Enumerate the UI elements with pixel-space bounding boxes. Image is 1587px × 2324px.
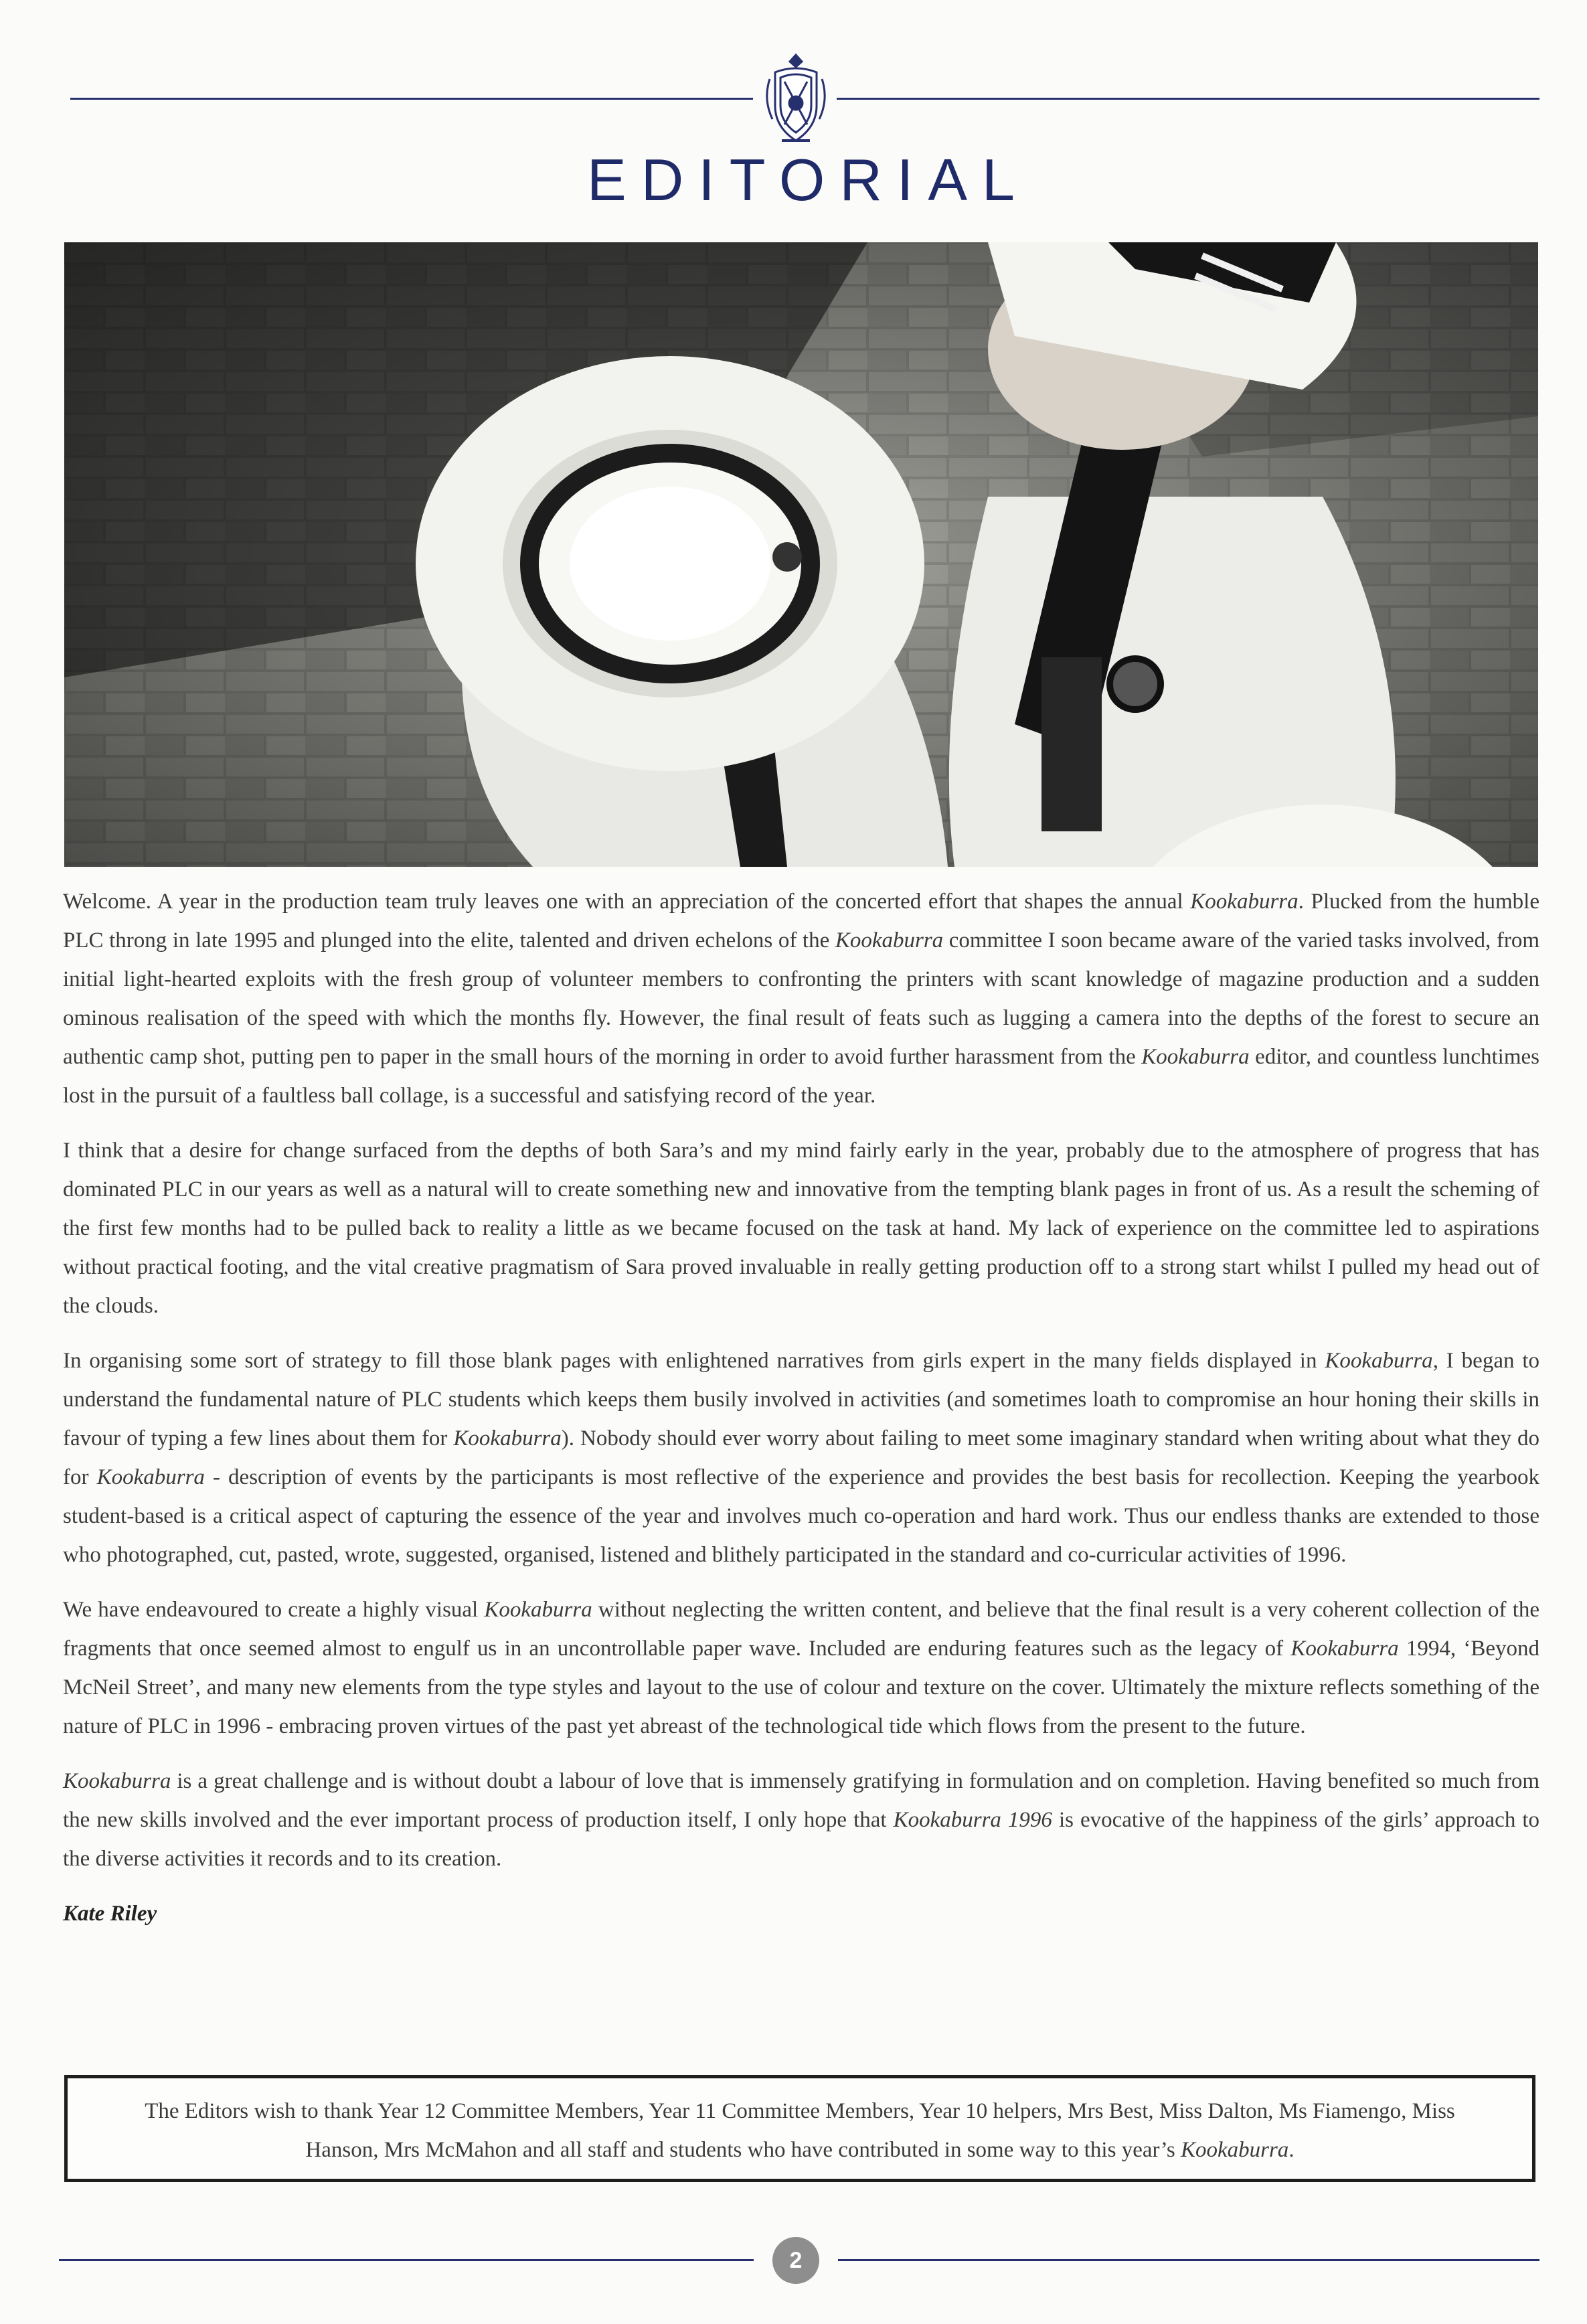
header-rule-left <box>70 98 753 100</box>
author-signature: Kate Riley <box>63 1902 157 1926</box>
photo-two-students-boater-hats <box>64 242 1538 867</box>
editorial-article <box>63 882 1539 1949</box>
paragraph-challenge: Kookaburra is a great challenge and is without doubt a labour of love that is immensely gratifying in formulation and on completion. Having benefited so much from the new skills involved and the ever important process of production itself, I only hope that Kookaburra 1996 is evocative of the happiness of the girls’ approach to the diverse activities it records and to its creation. <box>63 1769 1540 1871</box>
acknowledgements-box: The Editors wish to thank Year 12 Committee Members, Year 11 Committee Members, Year 10 helpers, Mrs Best, Miss Dalton, Ms Fiamengo, Miss Hanson, Mrs McMahon and all staff and students who have contributed in some way to this year’s Kookaburra. <box>64 2075 1535 2182</box>
paragraph-visual: We have endeavoured to create a highly visual Kookaburra without neglecting the written content, and believe that the final result is a very coherent collection of the fragments that once seemed almost to engulf us in an uncontrollable paper wave. Included are enduring features such as the legacy of Kookaburra 1994, ‘Beyond McNeil Street’, and many new elements from the type styles and layout to the use of colour and texture on the cover. Ultimately the mixture reflects something of the nature of PLC in 1996 - embracing proven virtues of the past yet abreast of the technological tide which flows from the present to the future. <box>63 1598 1540 1738</box>
page-title: EDITORIAL <box>587 147 1029 213</box>
footer-rule-right <box>838 2259 1539 2261</box>
paragraph-welcome: Welcome. A year in the production team truly leaves one with an appreciation of the concerted effort that shapes the annual Kookaburra. Plucked from the humble PLC throng in late 1995 and plunged into the elite, talented and driven echelons of the Kookaburra committee I soon became aware of the varied tasks involved, from initial light-hearted exploits with the fresh group of volunteer members to confronting the printers with scant knowledge of magazine production and a sudden ominous realisation of the speed with which the months fly. However, the final result of feats such as lugging a camera into the depths of the forest to secure an authentic camp shot, putting pen to paper in the small hours of the morning in order to avoid further harassment from the Kookaburra editor, and countless lunchtimes lost in the pursuit of a faultless ball collage, is a successful and satisfying record of the year. <box>63 890 1539 1108</box>
header-rule-right <box>837 98 1539 100</box>
paragraph-change: I think that a desire for change surfaced from the depths of both Sara’s and my mind fairly early in the year, probably due to the atmosphere of progress that has dominated PLC in our years as well as a natural will to create something new and innovative from the tempting blank pages in front of us. As a result the scheming of the first few months had to be pulled back to reality a little as we became focused on the task at hand. My lack of experience on the committee led to aspirations without practical footing, and the vital creative pragmatism of Sara proved invaluable in really getting production off to a strong start whilst I pulled my head out of the clouds. <box>63 1139 1539 1318</box>
page-number-badge: 2 <box>772 2237 819 2284</box>
school-crest-icon <box>755 52 837 146</box>
paragraph-strategy: In organising some sort of strategy to fill those blank pages with enlightened narratives from girls expert in the many fields displayed in Kookaburra, I began to understand the fundamental nature of PLC students which keeps them busily involved in activities (and sometimes loath to compromise an hour honing their skills in favour of typing a few lines about them for Kookaburra). Nobody should ever worry about failing to meet some imaginary standard when writing about what they do for Kookaburra - description of events by the participants is most reflective of the experience and provides the best basis for recollection. Keeping the yearbook student-based is a critical aspect of capturing the essence of the year and involves much co-operation and hard work. Thus our endless thanks are extended to those who photographed, cut, pasted, wrote, suggested, organised, listened and blithely participated in the standard and co-curricular activities of 1996. <box>63 1349 1540 1567</box>
footer-rule-left <box>59 2259 754 2261</box>
